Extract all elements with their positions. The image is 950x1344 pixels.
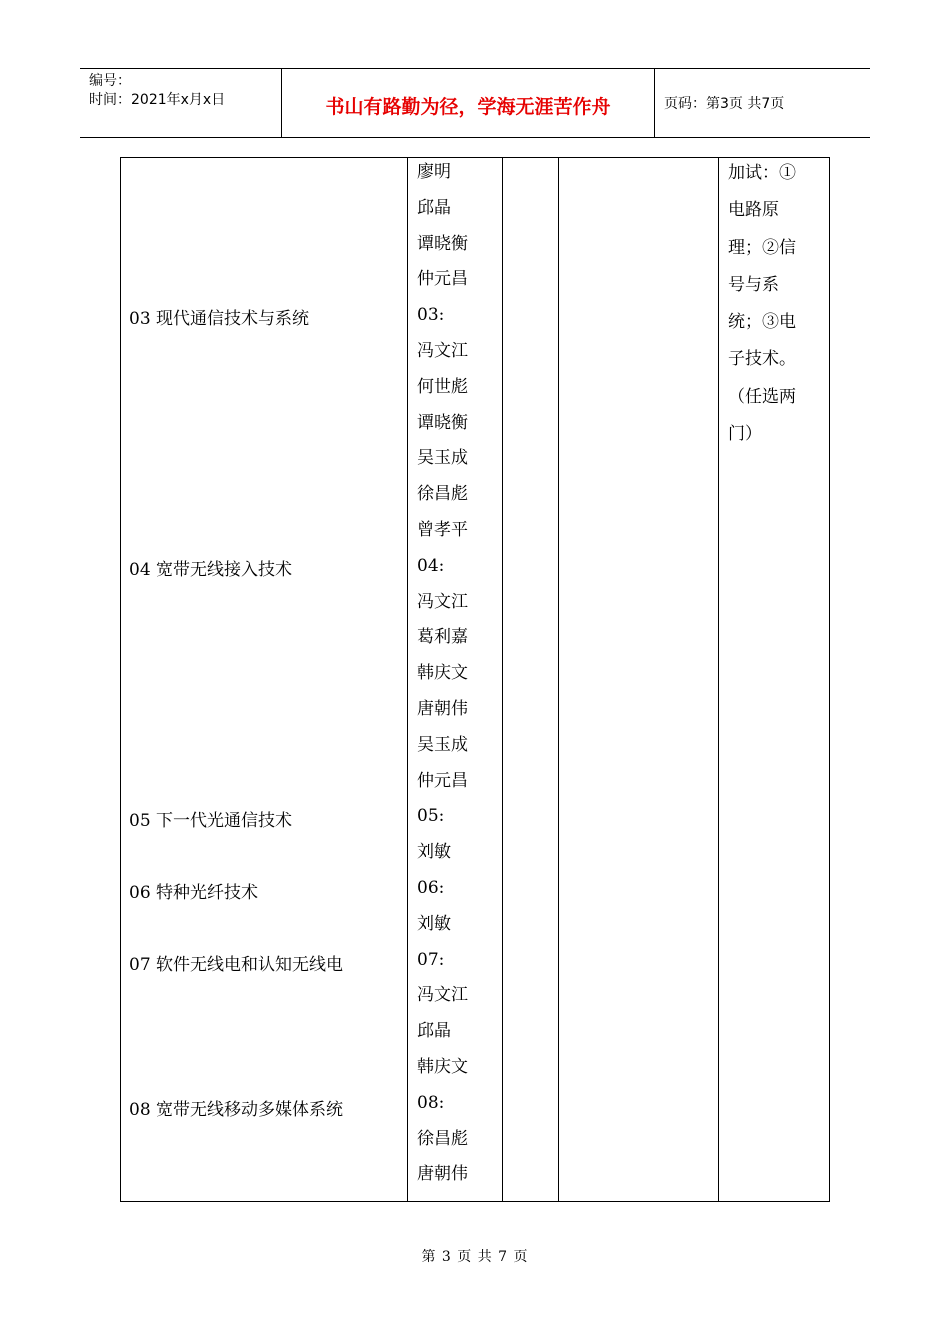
advisor-entry: 葛利嘉: [417, 627, 468, 648]
remark-line: 加试：①: [728, 163, 796, 183]
header-motto-cell: [281, 69, 655, 137]
research-direction: 05 下一代光通信技术: [129, 811, 293, 831]
program-table: [120, 157, 830, 1202]
advisor-entry: 06:: [417, 877, 445, 898]
advisor-entry: 仲元昌: [417, 770, 468, 791]
header-meta: [89, 72, 279, 110]
advisor-entry: 05:: [417, 806, 445, 827]
research-direction: 07 软件无线电和认知无线电: [129, 955, 344, 975]
advisor-entry: 何世彪: [417, 376, 468, 397]
advisor-entry: 冯文江: [417, 591, 468, 612]
column-divider: [407, 158, 408, 1201]
research-direction: 03 现代通信技术与系统: [129, 309, 310, 329]
remark-line: 统；③电: [728, 312, 796, 333]
page-header: [80, 68, 870, 138]
remark-line: 子技术。: [728, 349, 796, 370]
header-motto: 书山有路勤为径，学海无涯苦作舟: [325, 95, 611, 118]
advisor-entry: 刘敏: [417, 913, 451, 934]
advisor-entry: 唐朝伟: [417, 1164, 468, 1185]
advisor-entry: 邱晶: [417, 1021, 451, 1042]
column-divider: [718, 158, 719, 1201]
advisor-entry: 03:: [417, 305, 445, 326]
advisor-entry: 唐朝伟: [417, 698, 468, 719]
advisor-entry: 谭晓衡: [417, 412, 468, 433]
advisor-entry: 08:: [417, 1092, 445, 1113]
advisor-entry: 吴玉成: [417, 448, 468, 469]
remarks-text: [728, 155, 796, 453]
header-page-info: 页码：第3页 共7页: [664, 96, 785, 112]
advisor-entry: 谭晓衡: [417, 233, 468, 254]
document-number-label: 编号：: [89, 73, 131, 89]
advisor-entry: 仲元昌: [417, 269, 468, 290]
advisor-entry: 冯文江: [417, 985, 468, 1006]
advisor-entry: 韩庆文: [417, 1056, 468, 1077]
advisor-entry: 曾孝平: [417, 519, 468, 540]
column-divider: [558, 158, 559, 1201]
remark-line: 号与系: [728, 274, 779, 295]
advisor-entry: 邱晶: [417, 197, 451, 218]
advisor-entry: 刘敏: [417, 842, 451, 863]
advisor-entry: 廖明: [417, 162, 451, 182]
research-direction: 06 特种光纤技术: [129, 883, 259, 903]
column-divider: [502, 158, 503, 1201]
advisor-entry: 冯文江: [417, 340, 468, 361]
remark-line: （任选两: [728, 386, 796, 407]
advisor-entry: 徐昌彪: [417, 484, 468, 505]
research-direction: 08 宽带无线移动多媒体系统: [129, 1100, 344, 1120]
research-direction: 04 宽带无线接入技术: [129, 560, 293, 580]
remark-line: 门）: [728, 424, 762, 445]
document-time-label: 时间：2021年x月x日: [89, 92, 226, 108]
advisor-entry: 徐昌彪: [417, 1128, 468, 1149]
advisor-list: [417, 155, 468, 1193]
advisor-entry: 韩庆文: [417, 663, 468, 684]
advisor-entry: 04:: [417, 555, 445, 576]
advisor-entry: 吴玉成: [417, 734, 468, 755]
advisor-entry: 07:: [417, 949, 445, 970]
page-footer: 第 3 页 共 7 页: [421, 1249, 529, 1265]
remark-line: 电路原: [728, 200, 779, 221]
remark-line: 理；②信: [728, 237, 796, 258]
